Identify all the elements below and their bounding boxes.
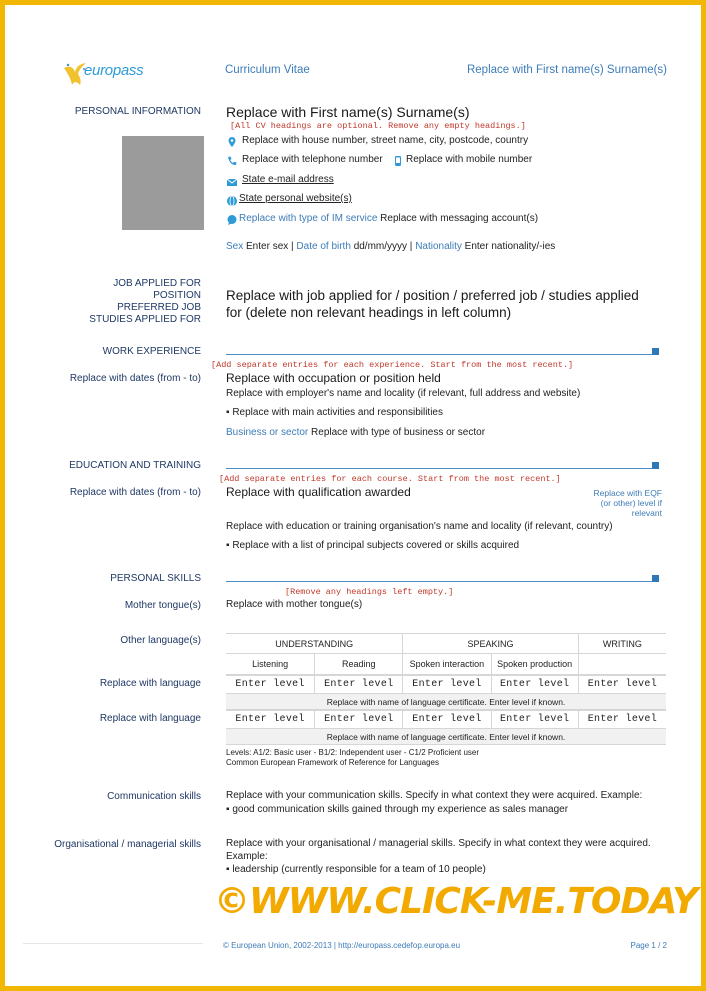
skills-marker bbox=[652, 575, 659, 582]
work-rule bbox=[226, 354, 658, 355]
level-cell[interactable]: Enter level bbox=[491, 711, 578, 729]
skills-heading: PERSONAL SKILLS bbox=[110, 573, 201, 584]
doc-type: Curriculum Vitae bbox=[225, 64, 310, 76]
reading-header: Reading bbox=[315, 654, 403, 675]
level-cell[interactable]: Enter level bbox=[491, 676, 578, 694]
communication-text-2: ▪ good communication skills gained through my experience as sales manager bbox=[226, 804, 569, 815]
mother-tongue-value: Replace with mother tongue(s) bbox=[226, 599, 363, 610]
work-title: Replace with occupation or position held bbox=[226, 371, 441, 385]
chat-bubble-icon bbox=[226, 214, 238, 226]
organisational-text-3: ▪ leadership (currently responsible for a team of 10 people) bbox=[226, 864, 486, 875]
level-cell[interactable]: Enter level bbox=[315, 676, 403, 694]
header-name: Replace with First name(s) Surname(s) bbox=[466, 64, 667, 76]
spoken-interaction-header: Spoken interaction bbox=[403, 654, 491, 675]
level-cell[interactable]: Enter level bbox=[315, 711, 403, 729]
personal-details-line: Sex Enter sex | Date of birth dd/mm/yyyy | Nationality Enter nationality/-ies bbox=[226, 241, 556, 252]
footer-left-rule bbox=[23, 943, 203, 944]
address-text: Replace with house number, street name, city, postcode, country bbox=[242, 135, 529, 146]
mobile-phone-icon bbox=[392, 155, 404, 167]
website-link[interactable]: State personal website(s) bbox=[239, 193, 352, 204]
education-subjects: ▪ Replace with a list of principal subjects covered or skills acquired bbox=[226, 540, 520, 551]
levels-note-1: Levels: A1/2: Basic user - B1/2: Independent user - C1/2 Proficient user bbox=[226, 748, 480, 757]
listening-header: Listening bbox=[226, 654, 315, 675]
spoken-production-header: Spoken production bbox=[491, 654, 578, 675]
level-cell[interactable]: Enter level bbox=[226, 711, 315, 729]
job-heading-4: STUDIES APPLIED FOR bbox=[89, 314, 201, 325]
job-heading-2: POSITION bbox=[153, 290, 201, 301]
mother-tongue-label: Mother tongue(s) bbox=[124, 600, 201, 611]
mobile-text: Replace with mobile number bbox=[406, 154, 533, 165]
organisational-text-1: Replace with your organisational / managerial skills. Specify in what context they were acquired. bbox=[226, 838, 651, 849]
job-heading-1: JOB APPLIED FOR bbox=[113, 278, 201, 289]
phone-icon bbox=[226, 155, 238, 167]
writing-subheader bbox=[578, 654, 666, 675]
im-type: Replace with type of IM service Replace with messaging account(s) bbox=[239, 213, 539, 224]
education-heading: EDUCATION AND TRAINING bbox=[69, 460, 201, 471]
watermark-text: ©WWW.CLICK-ME.TODAY bbox=[214, 881, 698, 922]
level-cell[interactable]: Enter level bbox=[403, 711, 491, 729]
eqf-line-1: Replace with EQF bbox=[593, 488, 662, 498]
work-activities: ▪ Replace with main activities and responsibilities bbox=[226, 407, 443, 418]
education-title: Replace with qualification awarded bbox=[226, 485, 411, 499]
personal-info-heading: PERSONAL INFORMATION bbox=[74, 106, 201, 117]
organisational-text-2: Example: bbox=[226, 851, 268, 862]
work-heading: WORK EXPERIENCE bbox=[102, 346, 201, 357]
education-organisation: Replace with education or training organisation's name and locality (if relevant, country) bbox=[226, 521, 613, 532]
organisational-label: Organisational / managerial skills bbox=[54, 839, 201, 850]
work-dates: Replace with dates (from - to) bbox=[69, 373, 201, 384]
understanding-header: UNDERSTANDING bbox=[226, 634, 403, 654]
education-note: [Add separate entries for each course. Start from the most recent.] bbox=[219, 474, 561, 484]
photo-placeholder[interactable] bbox=[122, 136, 204, 230]
eqf-line-3: relevant bbox=[631, 508, 662, 518]
language-1-label: Replace with language bbox=[99, 678, 201, 689]
language-2-label: Replace with language bbox=[99, 713, 201, 724]
skills-rule bbox=[226, 581, 658, 582]
location-pin-icon bbox=[226, 136, 238, 148]
level-cell[interactable]: Enter level bbox=[226, 676, 315, 694]
job-text-1: Replace with job applied for / position / preferred job / studies applied bbox=[226, 288, 639, 303]
footer-copyright: © European Union, 2002-2013 | http://europass.cedefop.europa.eu bbox=[223, 941, 461, 950]
eqf-line-2: (or other) level if bbox=[600, 498, 662, 508]
levels-note-2: Common European Framework of Reference for Languages bbox=[226, 758, 439, 767]
language-1-table bbox=[226, 675, 666, 710]
work-employer: Replace with employer's name and locality (if relevant, full address and website) bbox=[226, 388, 581, 399]
europass-logo bbox=[60, 60, 160, 88]
education-dates: Replace with dates (from - to) bbox=[69, 487, 201, 498]
language-certificate[interactable]: Replace with name of language certificate. Enter level if known. bbox=[226, 694, 666, 710]
email-link[interactable]: State e-mail address bbox=[242, 174, 334, 185]
education-rule bbox=[226, 468, 658, 469]
job-heading-3: PREFERRED JOB bbox=[117, 302, 201, 313]
job-text-2: for (delete non relevant headings in left column) bbox=[226, 305, 512, 320]
skills-note: [Remove any headings left empty.] bbox=[285, 587, 454, 597]
person-name: Replace with First name(s) Surname(s) bbox=[226, 104, 470, 120]
level-cell[interactable]: Enter level bbox=[578, 676, 666, 694]
speaking-header: SPEAKING bbox=[403, 634, 578, 654]
personal-note: [All CV headings are optional. Remove any empty headings.] bbox=[230, 121, 526, 131]
footer-page: Page 1 / 2 bbox=[630, 941, 667, 950]
work-note: [Add separate entries for each experience. Start from the most recent.] bbox=[211, 360, 574, 370]
education-marker bbox=[652, 462, 659, 469]
writing-header: WRITING bbox=[578, 634, 666, 654]
language-2-table bbox=[226, 710, 666, 745]
communication-label: Communication skills bbox=[107, 791, 201, 802]
work-sector: Business or sector Replace with type of business or sector bbox=[226, 427, 486, 438]
work-marker bbox=[652, 348, 659, 355]
level-cell[interactable]: Enter level bbox=[578, 711, 666, 729]
level-cell[interactable]: Enter level bbox=[403, 676, 491, 694]
communication-text-1: Replace with your communication skills. Specify in what context they were acquired. Example: bbox=[226, 790, 643, 801]
logo-text: europass bbox=[84, 62, 144, 79]
language-header-table bbox=[226, 633, 666, 675]
language-certificate[interactable]: Replace with name of language certificate. Enter level if known. bbox=[226, 729, 666, 745]
other-languages-label: Other language(s) bbox=[120, 635, 201, 646]
globe-icon bbox=[226, 195, 238, 207]
telephone-text: Replace with telephone number bbox=[242, 154, 383, 165]
envelope-icon bbox=[226, 176, 238, 188]
